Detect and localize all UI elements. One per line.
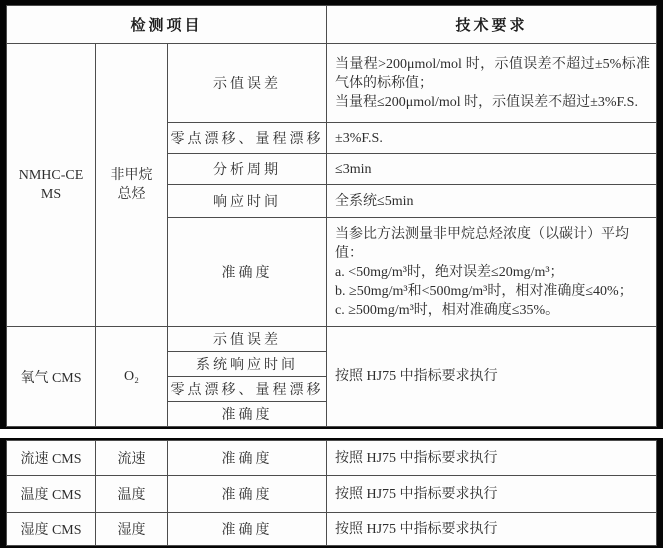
requirement-line: a. <50mg/m³时，绝对误差≤20mg/m³； <box>335 264 564 280</box>
parameter-name-flow: 流速 <box>96 441 168 476</box>
test-item-indication-error: 示值误差 <box>168 44 327 123</box>
system-name-humidity-cms: 湿度 CMS <box>7 513 96 546</box>
requirement-zero-span-drift: ±3%F.S. <box>327 123 657 154</box>
spec-table-secondary-frame <box>0 438 663 548</box>
system-name-oxygen-cms: 氧气 CMS <box>7 327 96 427</box>
table-row <box>7 476 657 513</box>
system-name-nmhc-cems-text: NMHC-CEMS <box>18 168 84 202</box>
requirement-analysis-cycle: ≤3min <box>327 154 657 185</box>
requirement-line: 当量程≤200μmol/mol 时，示值误差不超过±3%F.S. <box>335 94 638 110</box>
table-row <box>7 327 657 352</box>
requirement-line: b. ≥50mg/m³和<500mg/m³时，相对准确度≤40%； <box>335 283 633 299</box>
requirement-line: c. ≥500mg/m³时，相对准确度≤35%。 <box>335 302 560 318</box>
requirement-indication-error <box>327 44 657 123</box>
system-name-temperature-cms: 温度 CMS <box>7 476 96 513</box>
requirement-temperature-hj75: 按照 HJ75 中指标要求执行 <box>327 476 657 513</box>
parameter-name-nmhc <box>96 44 168 327</box>
test-item-accuracy: 准确度 <box>168 218 327 327</box>
requirement-humidity-hj75: 按照 HJ75 中指标要求执行 <box>327 513 657 546</box>
system-name-flow-cms: 流速 CMS <box>7 441 96 476</box>
test-item-accuracy-o2: 准确度 <box>168 402 327 427</box>
spec-table-secondary <box>6 440 657 546</box>
table-row <box>7 44 657 123</box>
system-name-nmhc-cems <box>7 44 96 327</box>
test-item-indication-error-o2: 示值误差 <box>168 327 327 352</box>
test-item-accuracy-flow: 准确度 <box>168 441 327 476</box>
test-item-system-response-time-o2: 系统响应时间 <box>168 352 327 377</box>
requirement-response-time: 全系统≤5min <box>327 185 657 218</box>
requirement-line: 当参比方法测量非甲烷总烃浓度（以碳计）平均值： <box>335 226 630 261</box>
test-item-analysis-cycle: 分析周期 <box>168 154 327 185</box>
requirement-o2-hj75: 按照 HJ75 中指标要求执行 <box>327 327 657 427</box>
table-separator <box>0 429 666 438</box>
test-item-zero-span-drift: 零点漂移、量程漂移 <box>168 123 327 154</box>
requirement-accuracy <box>327 218 657 327</box>
table-row <box>7 441 657 476</box>
requirement-flow-hj75: 按照 HJ75 中指标要求执行 <box>327 441 657 476</box>
parameter-name-temperature: 温度 <box>96 476 168 513</box>
test-item-zero-span-drift-o2: 零点漂移、量程漂移 <box>168 377 327 402</box>
test-item-accuracy-temperature: 准确度 <box>168 476 327 513</box>
test-item-response-time: 响应时间 <box>168 185 327 218</box>
parameter-name-humidity: 湿度 <box>96 513 168 546</box>
parameter-name-o2: O₂ <box>96 327 168 427</box>
column-header-technical-requirements: 技术要求 <box>327 6 657 44</box>
header-row <box>7 6 657 44</box>
table-row <box>7 513 657 546</box>
spec-table-main <box>6 5 657 427</box>
test-item-accuracy-humidity: 准确度 <box>168 513 327 546</box>
parameter-name-nmhc-text: 非甲烷总烃 <box>110 168 153 202</box>
requirement-line: 当量程>200μmol/mol 时，示值误差不超过±5%标准气体的标称值； <box>335 56 651 91</box>
column-header-test-items: 检测项目 <box>7 6 327 44</box>
